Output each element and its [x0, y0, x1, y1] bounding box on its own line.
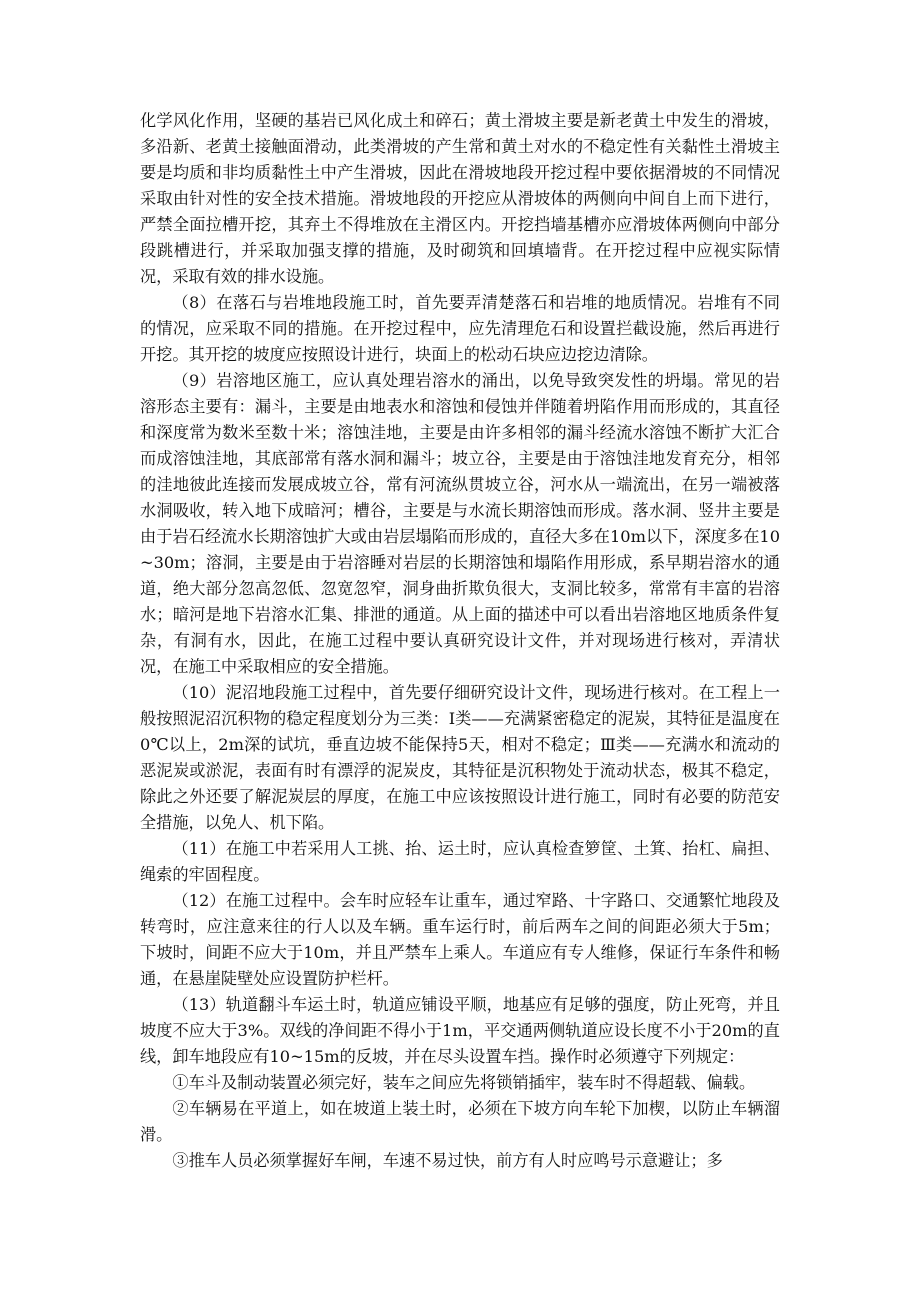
paragraph-rule-2: ②车辆易在平道上，如在坡道上装土时，必须在下坡方向车轮下加楔，以防止车辆溜滑。	[140, 1099, 780, 1144]
document-body	[140, 108, 780, 1174]
paragraph-rule-3: ③推车人员必须掌握好车闸，车速不易过快，前方有人时应鸣号示意避让；多	[172, 1151, 723, 1170]
paragraph-item-11-manual-transport: （11）在施工中若采用人工挑、抬、运土时，应认真检查箩筐、土箕、抬杠、扁担、绳索的牢固程度。	[140, 839, 780, 884]
paragraph-item-12-vehicle-meeting: （12）在施工过程中。会车时应轻车让重车，通过窄路、十字路口、交通繁忙地段及转弯时，应注意来往的行人以及车辆。重车运行时，前后两车之间的间距必须大于5m；下坡时，间距不应大于10m，并且严禁车上乘人。车道应有专人维修，保证行车条件和畅通，在悬崖陡壁处应设置防护栏杆。	[140, 891, 780, 988]
paragraph-item-9-karst: （9）岩溶地区施工，应认真处理岩溶水的涌出，以免导致突发性的坍塌。常见的岩溶形态主要有：漏斗，主要是由地表水和溶蚀和侵蚀并伴随着坍陷作用而形成的，其直径和深度常为数米至数十米；溶蚀洼地，主要是由许多相邻的漏斗经流水溶蚀不断扩大汇合而成溶蚀洼地，其底部常有落水洞和漏斗；坡立谷，主要是由于溶蚀洼地发育充分，相邻的洼地彼此连接而发展成坡立谷，常有河流纵贯坡立谷，河水从一端流出，在另一端被落水洞吸收，转入地下成暗河；槽谷，主要是与水流长期溶蚀而形成。落水洞、竖井主要是由于岩石经流水长期溶蚀扩大或由岩层塌陷而形成的，直径大多在10m以下，深度多在10~30m；溶洞，主要是由于岩溶睡对岩层的长期溶蚀和塌陷作用形成，系早期岩溶水的通道，绝大部分忽高忽低、忽宽忽窄，洞身曲折欺负很大，支洞比较多，常常有丰富的岩溶水；暗河是地下岩溶水汇集、排泄的通道。从上面的描述中可以看出岩溶地区地质条件复杂，有洞有水，因此，在施工过程中要认真研究设计文件，并对现场进行核对，弄清状况，在施工中采取相应的安全措施。	[140, 371, 780, 676]
paragraph-item-8-rockfall: （8）在落石与岩堆地段施工时，首先要弄清楚落石和岩堆的地质情况。岩堆有不同的情况，应采取不同的措施。在开挖过程中，应先清理危石和设置拦截设施，然后再进行开挖。其开挖的坡度应按照设计进行，块面上的松动石块应边挖边清除。	[140, 293, 780, 364]
paragraph-item-13-rail-dump-car: （13）轨道翻斗车运土时，轨道应铺设平顺，地基应有足够的强度，防止死弯，并且坡度不应大于3%。双线的净间距不得小于1m，平交通两侧轨道应设长度不小于20m的直线，卸车地段应有10~15m的反坡，并在尽头设置车挡。操作时必须遵守下列规定：	[140, 995, 780, 1066]
paragraph-item-10-swamp: （10）泥沼地段施工过程中，首先要仔细研究设计文件，现场进行核对。在工程上一般按照泥沼沉积物的稳定程度划分为三类：Ⅰ类——充满紧密稳定的泥炭，其特征是温度在0℃以上，2m深的试坑，垂直边坡不能保持5天，相对不稳定；Ⅲ类——充满水和流动的恶泥炭或淤泥，表面有时有漂浮的泥炭皮，其特征是沉积物处于流动状态，极其不稳定，除此之外还要了解泥炭层的厚度，在施工中应该按照设计进行施工，同时有必要的防范安全措施，以免人、机下陷。	[140, 683, 780, 832]
paragraph-rule-1: ①车斗及制动装置必须完好，装车之间应先将锁销插牢，装车时不得超载、偏载。	[172, 1073, 756, 1092]
paragraph-landslide-continued: 化学风化作用，坚硬的基岩已风化成土和碎石；黄土滑坡主要是新老黄土中发生的滑坡，多沿新、老黄土接触面滑动，此类滑坡的产生常和黄土对水的不稳定性有关黏性土滑坡主要是均质和非均质黏性土中产生滑坡，因此在滑坡地段开挖过程中要依据滑坡的不同情况采取由针对性的安全技术措施。滑坡地段的开挖应从滑坡体的两侧向中间自上而下进行，严禁全面拉槽开挖，其弃土不得堆放在主滑区内。开挖挡墙基槽亦应滑坡体两侧向中部分段跳槽进行，并采取加强支撑的措施，及时砌筑和回填墙背。在开挖过程中应视实际情况，采取有效的排水设施。	[140, 111, 780, 286]
